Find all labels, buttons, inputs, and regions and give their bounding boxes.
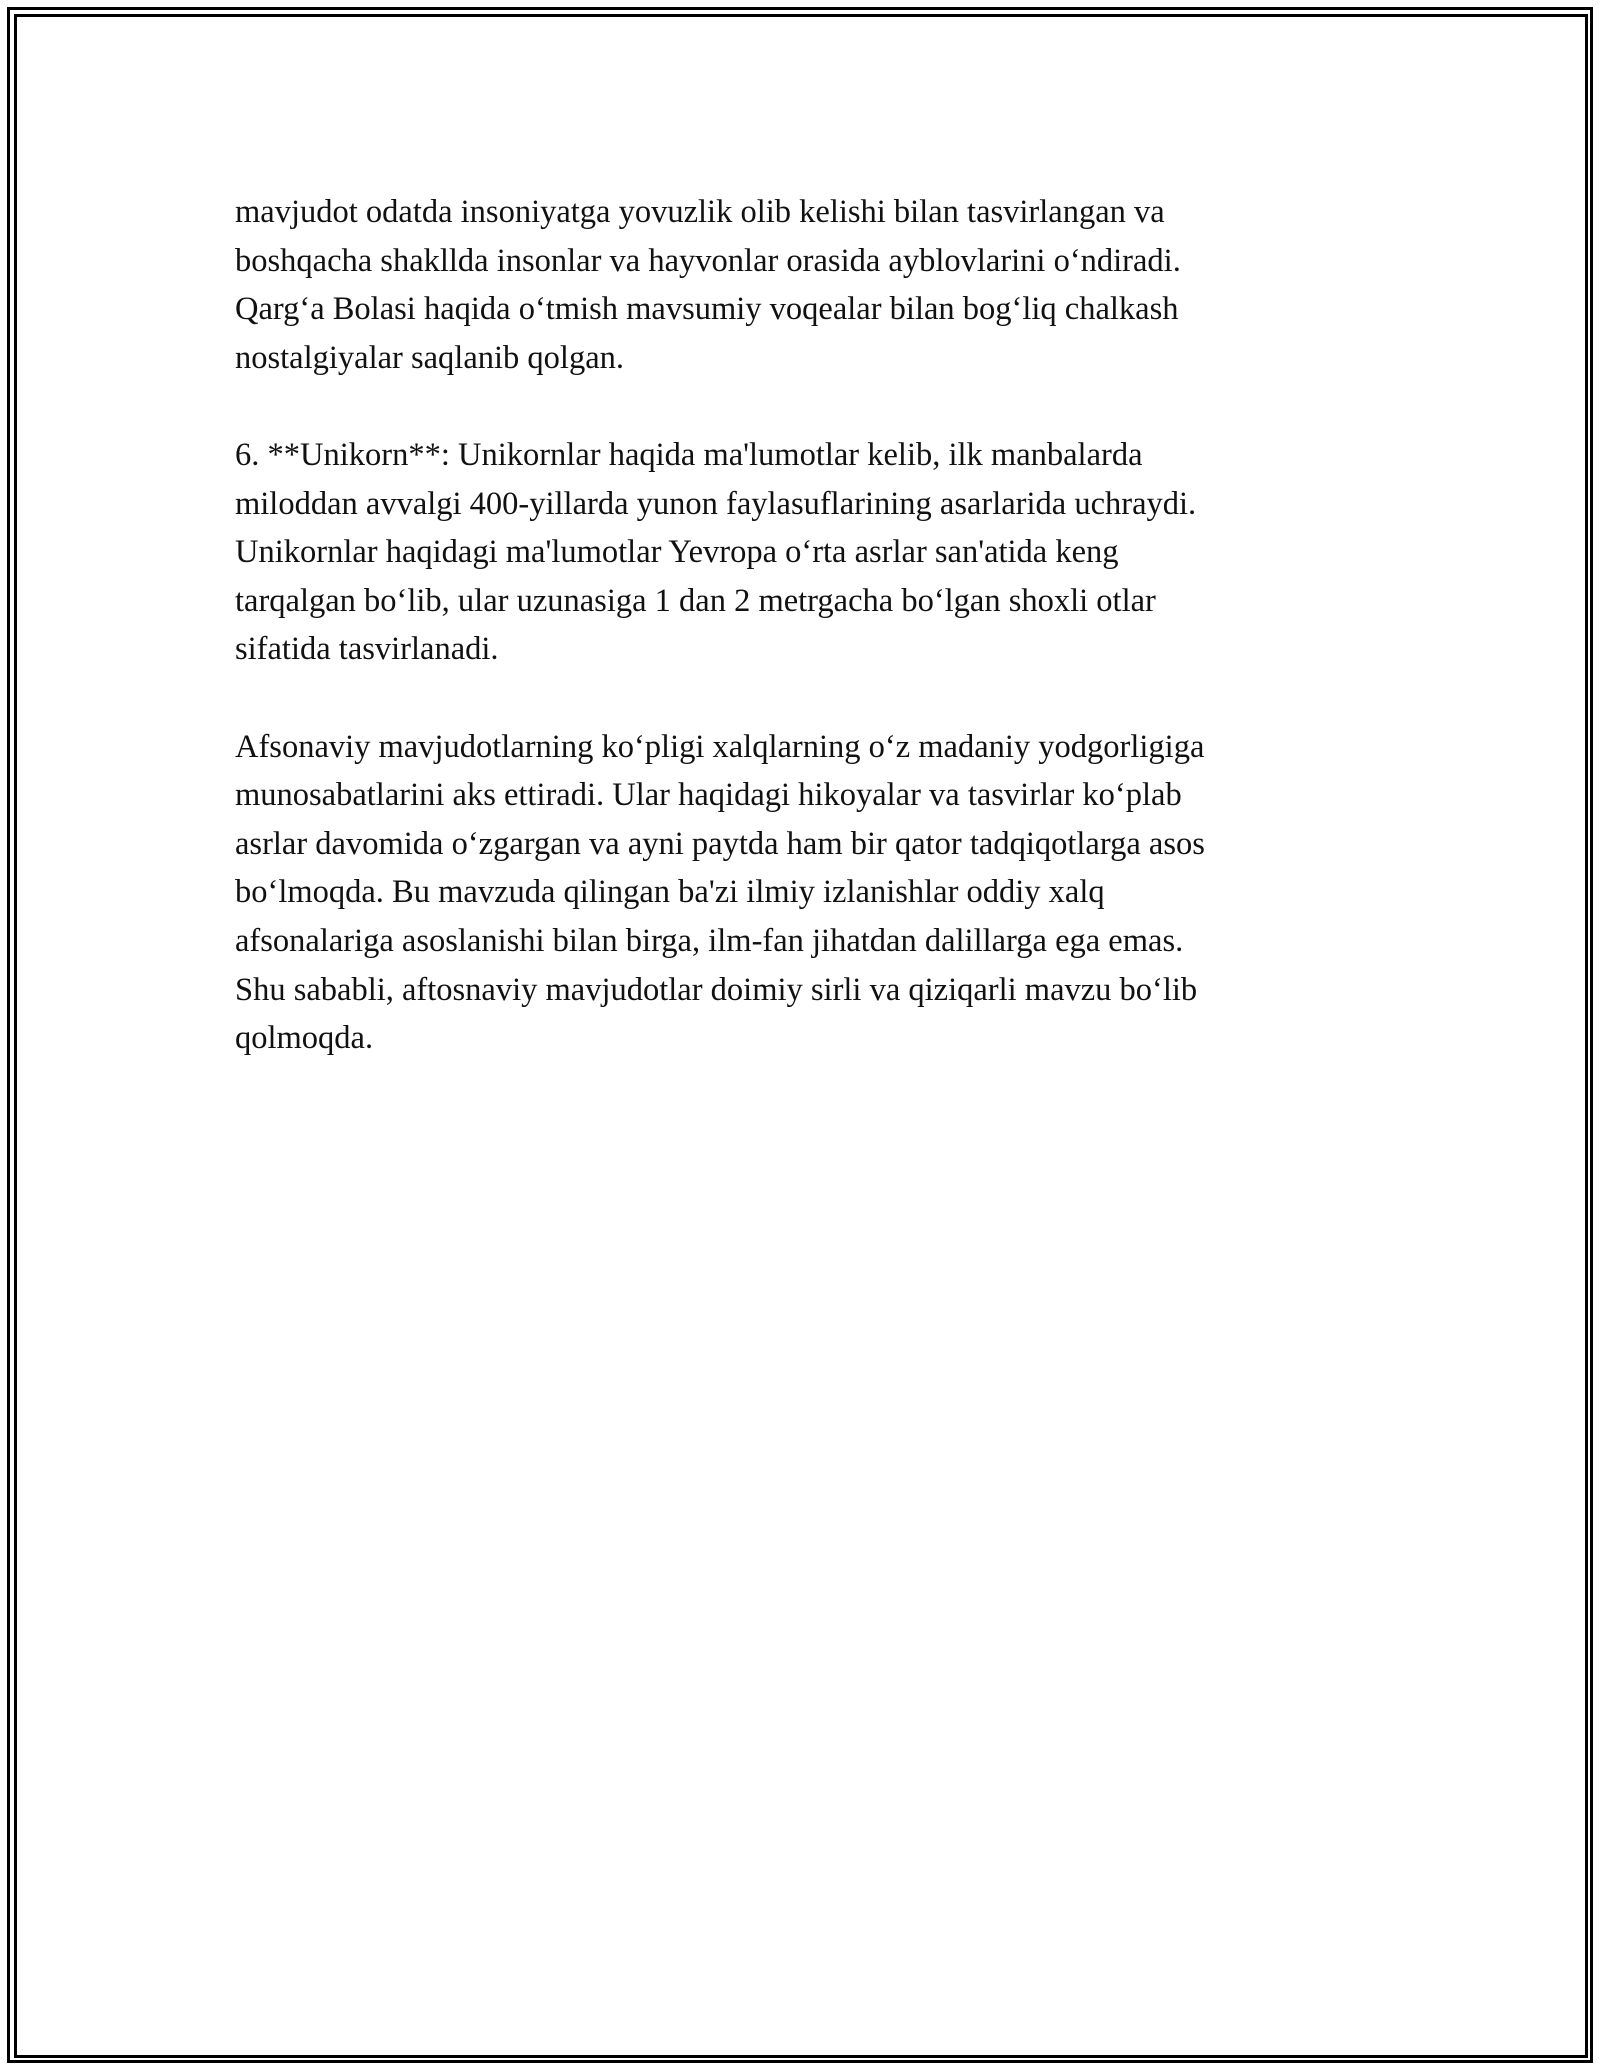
text-line: qolmoqda. [235, 1020, 374, 1057]
text-line: Afsonaviy mavjudotlarning ko‘pligi xalqlarning o‘z madaniy yodgorligiga [235, 728, 1205, 765]
paragraph-creature-continuation [235, 188, 1355, 382]
text-line: asrlar davomida o‘zgargan va ayni paytda ham bir qator tadqiqotlarga asos [235, 825, 1205, 862]
text-line: tarqalgan bo‘lib, ular uzunasiga 1 dan 2 metrgacha bo‘lgan shoxli otlar [235, 582, 1156, 619]
text-line: nostalgiyalar saqlanib qolgan. [235, 339, 625, 376]
text-line: 6. **Unikorn**: Unikornlar haqida ma'lumotlar kelib, ilk manbalarda [235, 436, 1143, 473]
document-body [235, 188, 1355, 1111]
text-line: afsonalariga asoslanishi bilan birga, ilm-fan jihatdan dalillarga ega emas. [235, 922, 1184, 959]
text-line: Shu sababli, aftosnaviy mavjudotlar doimiy sirli va qiziqarli mavzu bo‘lib [235, 971, 1198, 1008]
text-line: munosabatlarini aks ettiradi. Ular haqidagi hikoyalar va tasvirlar ko‘plab [235, 777, 1182, 814]
paragraph-conclusion [235, 723, 1355, 1063]
text-line: mavjudot odatda insoniyatga yovuzlik olib kelishi bilan tasvirlangan va [235, 194, 1165, 230]
text-line: bo‘lmoqda. Bu mavzuda qilingan ba'zi ilmiy izlanishlar oddiy xalq [235, 874, 1105, 911]
text-line: miloddan avvalgi 400-yillarda yunon faylasuflarining asarlarida uchraydi. [235, 485, 1197, 522]
text-line: Qarg‘a Bolasi haqida o‘tmish mavsumiy voqealar bilan bog‘liq chalkash [235, 291, 1179, 328]
text-line: Unikornlar haqidagi ma'lumotlar Yevropa o‘rta asrlar san'atida keng [235, 534, 1119, 571]
text-line: boshqacha shakllda insonlar va hayvonlar orasida ayblovlarini o‘ndiradi. [235, 242, 1181, 279]
text-line: sifatida tasvirlanadi. [235, 631, 499, 668]
paragraph-unicorn [235, 431, 1355, 674]
